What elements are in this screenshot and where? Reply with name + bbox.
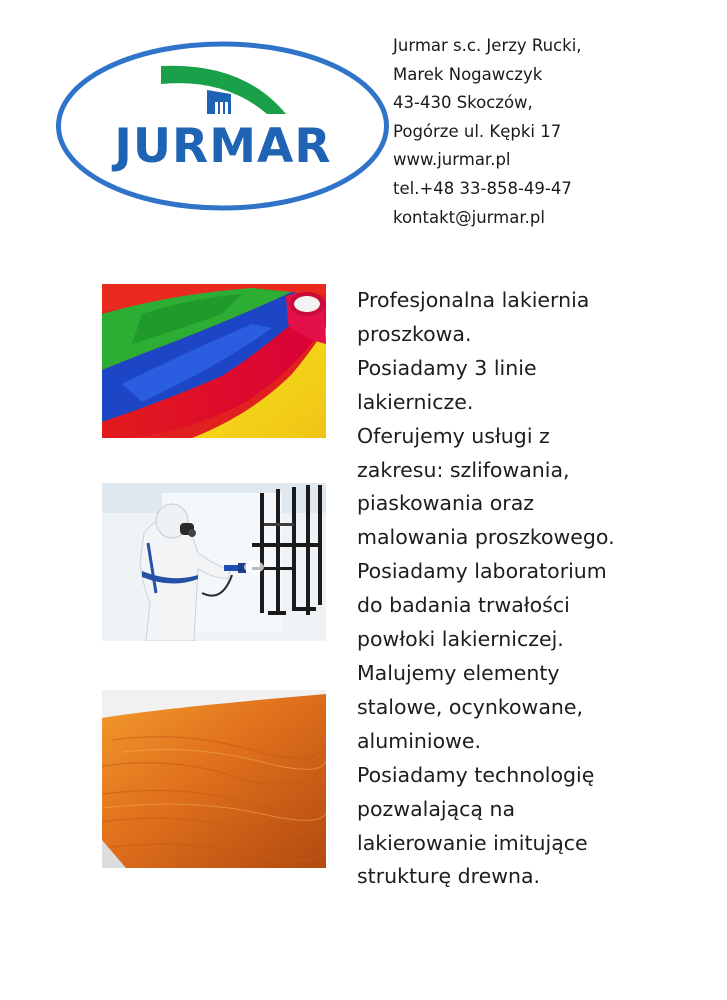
description-line: Posiadamy technologię	[357, 762, 595, 787]
website-link[interactable]: www.jurmar.pl	[393, 150, 511, 170]
contact-info	[393, 32, 713, 232]
description-line: aluminiowe.	[357, 728, 482, 753]
photo-powder-pigments	[102, 284, 326, 438]
description-line: malowania proszkowego.	[357, 525, 615, 550]
description-line: zakresu: szlifowania,	[357, 457, 570, 482]
description-line: Profesjonalna lakiernia	[357, 288, 590, 312]
company-logo	[55, 40, 390, 212]
description-line: powłoki lakierniczej.	[357, 627, 564, 652]
service-description	[357, 284, 717, 894]
description-line: proszkowa.	[357, 321, 472, 346]
description-line: piaskowania oraz	[357, 491, 535, 516]
logo-grid-icon	[207, 90, 231, 114]
email-link[interactable]: kontakt@jurmar.pl	[393, 207, 545, 227]
description-line: strukturę drewna.	[357, 864, 541, 889]
description-line: Posiadamy 3 linie	[357, 355, 537, 380]
description-line: pozwalającą na	[357, 796, 516, 821]
description-line: stalowe, ocynkowane,	[357, 694, 584, 719]
phone-number[interactable]: tel.+48 33-858-49-47	[393, 178, 572, 198]
logo-graphic	[55, 40, 390, 212]
description-line: Oferujemy usługi z	[357, 423, 550, 448]
description-line: Posiadamy laboratorium	[357, 559, 607, 584]
company-partner: Marek Nogawczyk	[393, 64, 543, 84]
logo-text: JURMAR	[114, 119, 332, 174]
description-line: lakiernicze.	[357, 389, 474, 414]
photo-spray-painting	[102, 483, 326, 641]
description-line: lakierowanie imitujące	[357, 830, 588, 855]
photo-wood-finish	[102, 690, 326, 868]
description-line: Malujemy elementy	[357, 660, 560, 685]
company-name: Jurmar s.c. Jerzy Rucki,	[393, 36, 582, 55]
street-address: Pogórze ul. Kępki 17	[393, 121, 562, 141]
postal-city: 43-430 Skoczów,	[393, 93, 533, 113]
description-line: do badania trwałości	[357, 593, 570, 618]
